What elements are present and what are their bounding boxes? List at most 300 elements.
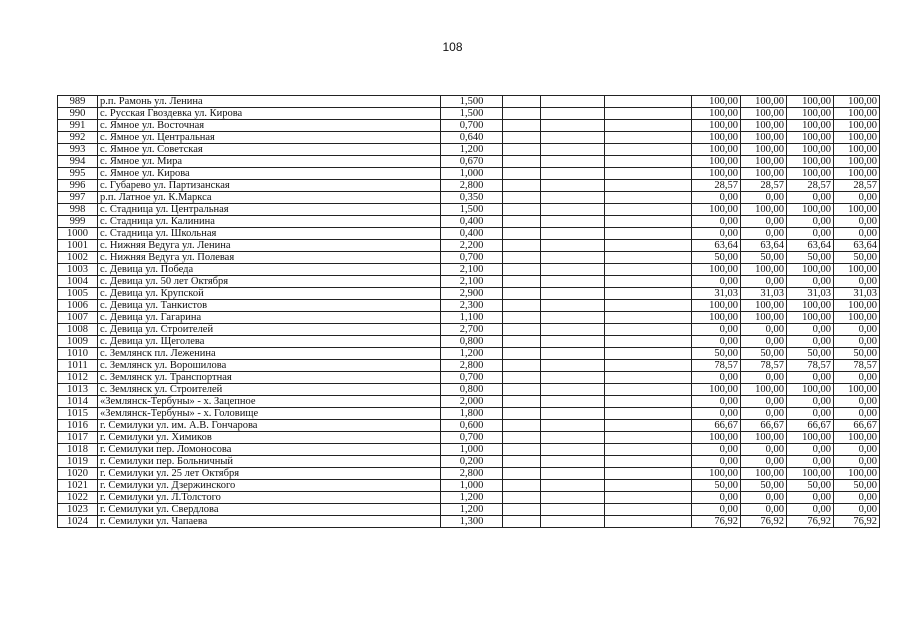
- empty-cell: [503, 432, 541, 444]
- value-cell: 0,00: [692, 336, 741, 348]
- value-cell: 0,00: [787, 396, 834, 408]
- road-name: г. Семилуки ул. 25 лет Октября: [98, 468, 441, 480]
- value-cell: 100,00: [741, 384, 787, 396]
- value-cell: 100,00: [741, 300, 787, 312]
- value-cell: 31,03: [692, 288, 741, 300]
- value-cell: 31,03: [834, 288, 880, 300]
- road-length: 0,700: [441, 432, 503, 444]
- row-number: 1002: [58, 252, 98, 264]
- table-row: [58, 156, 880, 168]
- table-body: [58, 96, 880, 528]
- road-length: 0,800: [441, 384, 503, 396]
- table-row: [58, 324, 880, 336]
- table-row: [58, 492, 880, 504]
- value-cell: 63,64: [741, 240, 787, 252]
- value-cell: 100,00: [834, 300, 880, 312]
- table-row: [58, 504, 880, 516]
- value-cell: 100,00: [834, 204, 880, 216]
- empty-cell: [605, 312, 692, 324]
- value-cell: 31,03: [787, 288, 834, 300]
- table-row: [58, 360, 880, 372]
- value-cell: 100,00: [692, 300, 741, 312]
- empty-cell: [605, 336, 692, 348]
- value-cell: 0,00: [787, 216, 834, 228]
- road-length: 2,800: [441, 180, 503, 192]
- row-number: 1009: [58, 336, 98, 348]
- road-name: с. Землянск ул. Транспортная: [98, 372, 441, 384]
- table-row: [58, 132, 880, 144]
- empty-cell: [503, 240, 541, 252]
- empty-cell: [541, 384, 605, 396]
- value-cell: 0,00: [834, 216, 880, 228]
- empty-cell: [605, 132, 692, 144]
- row-number: 992: [58, 132, 98, 144]
- value-cell: 100,00: [741, 96, 787, 108]
- table-row: [58, 420, 880, 432]
- road-name: г. Семилуки ул. Свердлова: [98, 504, 441, 516]
- value-cell: 100,00: [834, 264, 880, 276]
- value-cell: 0,00: [741, 324, 787, 336]
- road-length: 1,500: [441, 204, 503, 216]
- empty-cell: [503, 384, 541, 396]
- empty-cell: [503, 204, 541, 216]
- value-cell: 0,00: [692, 192, 741, 204]
- value-cell: 0,00: [787, 504, 834, 516]
- empty-cell: [541, 204, 605, 216]
- empty-cell: [605, 324, 692, 336]
- value-cell: 0,00: [741, 504, 787, 516]
- value-cell: 50,00: [692, 348, 741, 360]
- road-name: с. Землянск ул. Ворошилова: [98, 360, 441, 372]
- value-cell: 100,00: [741, 108, 787, 120]
- table-row: [58, 408, 880, 420]
- table-row: [58, 180, 880, 192]
- empty-cell: [605, 192, 692, 204]
- row-number: 1014: [58, 396, 98, 408]
- value-cell: 100,00: [692, 120, 741, 132]
- row-number: 990: [58, 108, 98, 120]
- table-row: [58, 456, 880, 468]
- road-name: с. Землянск ул. Строителей: [98, 384, 441, 396]
- road-length: 1,500: [441, 108, 503, 120]
- empty-cell: [503, 288, 541, 300]
- value-cell: 100,00: [692, 132, 741, 144]
- value-cell: 76,92: [787, 516, 834, 528]
- value-cell: 50,00: [741, 252, 787, 264]
- value-cell: 100,00: [692, 312, 741, 324]
- value-cell: 76,92: [834, 516, 880, 528]
- empty-cell: [503, 96, 541, 108]
- empty-cell: [605, 480, 692, 492]
- value-cell: 100,00: [787, 132, 834, 144]
- empty-cell: [503, 420, 541, 432]
- value-cell: 100,00: [787, 468, 834, 480]
- empty-cell: [503, 168, 541, 180]
- empty-cell: [541, 180, 605, 192]
- value-cell: 50,00: [741, 348, 787, 360]
- value-cell: 50,00: [692, 480, 741, 492]
- row-number: 1016: [58, 420, 98, 432]
- empty-cell: [541, 396, 605, 408]
- value-cell: 63,64: [787, 240, 834, 252]
- empty-cell: [503, 516, 541, 528]
- empty-cell: [541, 444, 605, 456]
- empty-cell: [605, 228, 692, 240]
- empty-cell: [503, 348, 541, 360]
- empty-cell: [605, 180, 692, 192]
- empty-cell: [605, 492, 692, 504]
- empty-cell: [605, 504, 692, 516]
- table-row: [58, 444, 880, 456]
- row-number: 994: [58, 156, 98, 168]
- empty-cell: [503, 180, 541, 192]
- empty-cell: [541, 192, 605, 204]
- value-cell: 100,00: [787, 168, 834, 180]
- empty-cell: [541, 504, 605, 516]
- value-cell: 0,00: [692, 492, 741, 504]
- road-length: 1,000: [441, 168, 503, 180]
- empty-cell: [605, 144, 692, 156]
- value-cell: 100,00: [787, 432, 834, 444]
- empty-cell: [541, 492, 605, 504]
- road-length: 1,100: [441, 312, 503, 324]
- row-number: 1017: [58, 432, 98, 444]
- value-cell: 100,00: [787, 204, 834, 216]
- value-cell: 100,00: [787, 96, 834, 108]
- road-name: с. Девица ул. Танкистов: [98, 300, 441, 312]
- value-cell: 100,00: [741, 312, 787, 324]
- row-number: 995: [58, 168, 98, 180]
- value-cell: 100,00: [787, 120, 834, 132]
- value-cell: 0,00: [741, 372, 787, 384]
- value-cell: 0,00: [787, 228, 834, 240]
- empty-cell: [605, 360, 692, 372]
- road-name: «Землянск-Тербуны» - х. Головище: [98, 408, 441, 420]
- row-number: 1003: [58, 264, 98, 276]
- value-cell: 100,00: [741, 204, 787, 216]
- value-cell: 100,00: [834, 156, 880, 168]
- value-cell: 28,57: [692, 180, 741, 192]
- value-cell: 100,00: [692, 468, 741, 480]
- road-name: с. Ямное ул. Центральная: [98, 132, 441, 144]
- value-cell: 0,00: [741, 396, 787, 408]
- value-cell: 100,00: [692, 156, 741, 168]
- value-cell: 50,00: [787, 252, 834, 264]
- empty-cell: [605, 216, 692, 228]
- value-cell: 100,00: [692, 144, 741, 156]
- value-cell: 100,00: [834, 384, 880, 396]
- road-length: 0,400: [441, 228, 503, 240]
- road-name: с. Ямное ул. Восточная: [98, 120, 441, 132]
- empty-cell: [541, 480, 605, 492]
- value-cell: 0,00: [741, 456, 787, 468]
- table-row: [58, 216, 880, 228]
- value-cell: 100,00: [741, 168, 787, 180]
- row-number: 1022: [58, 492, 98, 504]
- road-length: 0,600: [441, 420, 503, 432]
- row-number: 1008: [58, 324, 98, 336]
- empty-cell: [503, 360, 541, 372]
- value-cell: 0,00: [834, 228, 880, 240]
- value-cell: 78,57: [741, 360, 787, 372]
- value-cell: 100,00: [787, 264, 834, 276]
- road-length: 2,800: [441, 468, 503, 480]
- row-number: 1001: [58, 240, 98, 252]
- empty-cell: [605, 384, 692, 396]
- row-number: 1004: [58, 276, 98, 288]
- table-row: [58, 396, 880, 408]
- empty-cell: [605, 408, 692, 420]
- value-cell: 63,64: [834, 240, 880, 252]
- table-row: [58, 480, 880, 492]
- road-length: 0,670: [441, 156, 503, 168]
- value-cell: 28,57: [787, 180, 834, 192]
- row-number: 1023: [58, 504, 98, 516]
- value-cell: 100,00: [692, 384, 741, 396]
- empty-cell: [541, 264, 605, 276]
- road-name: с. Нижняя Ведуга ул. Ленина: [98, 240, 441, 252]
- value-cell: 0,00: [692, 456, 741, 468]
- value-cell: 0,00: [787, 456, 834, 468]
- empty-cell: [541, 456, 605, 468]
- road-name: с. Нижняя Ведуга ул. Полевая: [98, 252, 441, 264]
- table-row: [58, 144, 880, 156]
- value-cell: 50,00: [787, 480, 834, 492]
- road-length: 2,900: [441, 288, 503, 300]
- value-cell: 0,00: [834, 456, 880, 468]
- row-number: 1000: [58, 228, 98, 240]
- value-cell: 100,00: [834, 312, 880, 324]
- road-length: 1,200: [441, 348, 503, 360]
- table-row: [58, 120, 880, 132]
- empty-cell: [503, 372, 541, 384]
- empty-cell: [503, 276, 541, 288]
- row-number: 1024: [58, 516, 98, 528]
- table-row: [58, 288, 880, 300]
- table-row: [58, 384, 880, 396]
- empty-cell: [605, 252, 692, 264]
- empty-cell: [605, 516, 692, 528]
- value-cell: 76,92: [692, 516, 741, 528]
- value-cell: 0,00: [692, 408, 741, 420]
- road-name: г. Семилуки ул. им. А.В. Гончарова: [98, 420, 441, 432]
- road-length: 1,200: [441, 144, 503, 156]
- road-name: р.п. Рамонь ул. Ленина: [98, 96, 441, 108]
- road-name: с. Девица ул. 50 лет Октября: [98, 276, 441, 288]
- value-cell: 0,00: [834, 396, 880, 408]
- value-cell: 100,00: [834, 144, 880, 156]
- empty-cell: [503, 456, 541, 468]
- table-row: [58, 468, 880, 480]
- value-cell: 0,00: [834, 324, 880, 336]
- value-cell: 100,00: [834, 432, 880, 444]
- empty-cell: [541, 360, 605, 372]
- road-name: с. Девица ул. Победа: [98, 264, 441, 276]
- empty-cell: [605, 96, 692, 108]
- empty-cell: [503, 444, 541, 456]
- empty-cell: [605, 240, 692, 252]
- empty-cell: [503, 396, 541, 408]
- empty-cell: [605, 348, 692, 360]
- empty-cell: [605, 444, 692, 456]
- table-row: [58, 432, 880, 444]
- value-cell: 66,67: [834, 420, 880, 432]
- empty-cell: [503, 264, 541, 276]
- value-cell: 0,00: [741, 336, 787, 348]
- value-cell: 0,00: [834, 192, 880, 204]
- empty-cell: [541, 408, 605, 420]
- value-cell: 0,00: [834, 492, 880, 504]
- row-number: 998: [58, 204, 98, 216]
- value-cell: 100,00: [741, 120, 787, 132]
- road-length: 1,500: [441, 96, 503, 108]
- road-length: 1,300: [441, 516, 503, 528]
- empty-cell: [503, 192, 541, 204]
- empty-cell: [541, 468, 605, 480]
- value-cell: 0,00: [787, 492, 834, 504]
- empty-cell: [605, 156, 692, 168]
- value-cell: 100,00: [741, 144, 787, 156]
- table-row: [58, 300, 880, 312]
- value-cell: 76,92: [741, 516, 787, 528]
- empty-cell: [605, 264, 692, 276]
- empty-cell: [605, 108, 692, 120]
- value-cell: 100,00: [787, 144, 834, 156]
- empty-cell: [541, 96, 605, 108]
- road-name: с. Стадница ул. Центральная: [98, 204, 441, 216]
- road-length: 2,200: [441, 240, 503, 252]
- road-name: с. Девица ул. Строителей: [98, 324, 441, 336]
- road-name: г. Семилуки ул. Чапаева: [98, 516, 441, 528]
- road-name: г. Семилуки ул. Л.Толстого: [98, 492, 441, 504]
- value-cell: 78,57: [692, 360, 741, 372]
- road-name: с. Ямное ул. Кирова: [98, 168, 441, 180]
- value-cell: 0,00: [834, 444, 880, 456]
- value-cell: 28,57: [834, 180, 880, 192]
- empty-cell: [503, 108, 541, 120]
- value-cell: 50,00: [834, 480, 880, 492]
- value-cell: 0,00: [741, 444, 787, 456]
- value-cell: 0,00: [834, 408, 880, 420]
- value-cell: 100,00: [692, 432, 741, 444]
- value-cell: 28,57: [741, 180, 787, 192]
- empty-cell: [605, 120, 692, 132]
- empty-cell: [541, 108, 605, 120]
- value-cell: 0,00: [787, 192, 834, 204]
- value-cell: 100,00: [834, 168, 880, 180]
- value-cell: 50,00: [834, 252, 880, 264]
- empty-cell: [541, 240, 605, 252]
- value-cell: 0,00: [787, 336, 834, 348]
- road-length: 1,200: [441, 504, 503, 516]
- empty-cell: [541, 276, 605, 288]
- value-cell: 100,00: [692, 264, 741, 276]
- empty-cell: [541, 336, 605, 348]
- value-cell: 0,00: [692, 396, 741, 408]
- value-cell: 100,00: [741, 156, 787, 168]
- value-cell: 0,00: [834, 504, 880, 516]
- table-row: [58, 264, 880, 276]
- empty-cell: [503, 252, 541, 264]
- empty-cell: [503, 312, 541, 324]
- table-row: [58, 204, 880, 216]
- empty-cell: [503, 324, 541, 336]
- empty-cell: [541, 132, 605, 144]
- row-number: 1006: [58, 300, 98, 312]
- value-cell: 100,00: [787, 108, 834, 120]
- value-cell: 100,00: [787, 384, 834, 396]
- table-row: [58, 108, 880, 120]
- row-number: 993: [58, 144, 98, 156]
- value-cell: 100,00: [741, 468, 787, 480]
- empty-cell: [503, 156, 541, 168]
- empty-cell: [605, 168, 692, 180]
- value-cell: 0,00: [692, 228, 741, 240]
- value-cell: 0,00: [692, 216, 741, 228]
- value-cell: 0,00: [692, 372, 741, 384]
- value-cell: 0,00: [787, 372, 834, 384]
- empty-cell: [541, 288, 605, 300]
- empty-cell: [541, 324, 605, 336]
- road-name: «Землянск-Тербуны» - х. Зацепное: [98, 396, 441, 408]
- value-cell: 66,67: [692, 420, 741, 432]
- road-name: с. Губарево ул. Партизанская: [98, 180, 441, 192]
- value-cell: 0,00: [741, 228, 787, 240]
- empty-cell: [541, 120, 605, 132]
- road-length: 2,100: [441, 276, 503, 288]
- table-row: [58, 372, 880, 384]
- road-name: г. Семилуки пер. Больничный: [98, 456, 441, 468]
- value-cell: 0,00: [692, 324, 741, 336]
- table-row: [58, 276, 880, 288]
- empty-cell: [605, 468, 692, 480]
- empty-cell: [503, 468, 541, 480]
- empty-cell: [541, 228, 605, 240]
- road-name: с. Девица ул. Гагарина: [98, 312, 441, 324]
- empty-cell: [503, 228, 541, 240]
- empty-cell: [605, 432, 692, 444]
- value-cell: 100,00: [692, 108, 741, 120]
- value-cell: 78,57: [787, 360, 834, 372]
- value-cell: 0,00: [834, 276, 880, 288]
- table-row: [58, 348, 880, 360]
- road-length: 0,700: [441, 120, 503, 132]
- empty-cell: [541, 252, 605, 264]
- empty-cell: [541, 216, 605, 228]
- value-cell: 100,00: [787, 156, 834, 168]
- road-length: 2,000: [441, 396, 503, 408]
- road-length: 0,200: [441, 456, 503, 468]
- road-length: 1,000: [441, 480, 503, 492]
- value-cell: 66,67: [787, 420, 834, 432]
- table-row: [58, 252, 880, 264]
- road-name: с. Ямное ул. Мира: [98, 156, 441, 168]
- table-row: [58, 312, 880, 324]
- road-name: г. Семилуки ул. Химиков: [98, 432, 441, 444]
- value-cell: 100,00: [692, 204, 741, 216]
- road-length: 0,350: [441, 192, 503, 204]
- road-length: 0,700: [441, 252, 503, 264]
- table-row: [58, 168, 880, 180]
- row-number: 1005: [58, 288, 98, 300]
- row-number: 999: [58, 216, 98, 228]
- value-cell: 0,00: [741, 492, 787, 504]
- value-cell: 100,00: [741, 132, 787, 144]
- value-cell: 50,00: [787, 348, 834, 360]
- row-number: 1010: [58, 348, 98, 360]
- value-cell: 100,00: [834, 96, 880, 108]
- road-name: г. Семилуки пер. Ломоносова: [98, 444, 441, 456]
